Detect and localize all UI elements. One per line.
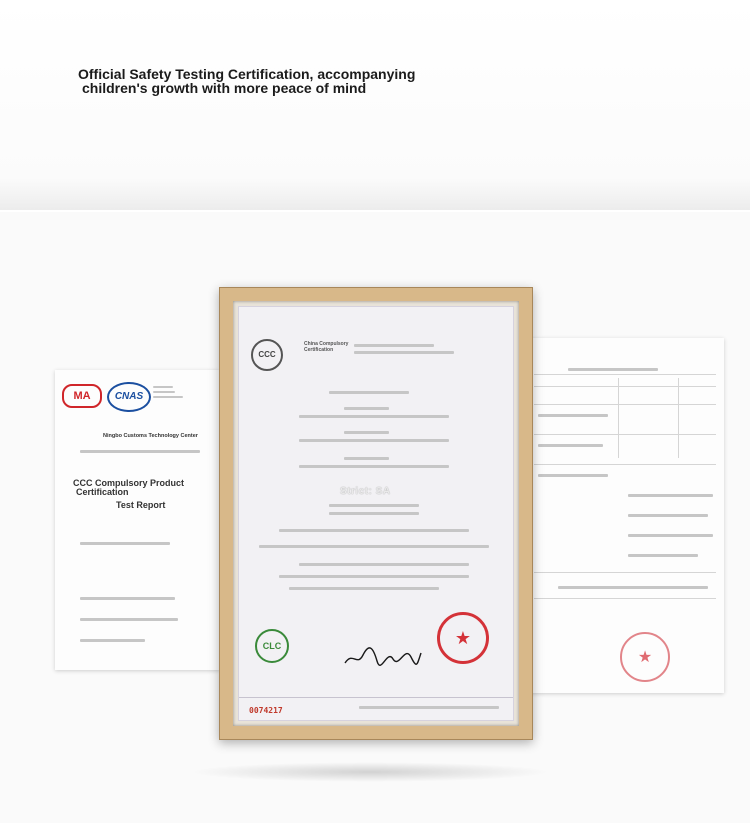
red-seal-icon bbox=[620, 632, 670, 682]
report-title-line-1: CCC Compulsory Product bbox=[73, 478, 185, 488]
report-title bbox=[73, 479, 220, 510]
report-text-line bbox=[80, 618, 178, 621]
report-title-line-3: Test Report bbox=[116, 500, 166, 510]
report-text-line bbox=[80, 542, 170, 545]
test-report-document bbox=[55, 370, 220, 670]
ma-logo: MA bbox=[62, 384, 102, 408]
certification-report-document bbox=[528, 338, 724, 693]
cnas-logo: CNAS bbox=[107, 382, 151, 412]
report-text-line bbox=[80, 639, 145, 642]
certificate-header-line-1: China Compulsory bbox=[304, 341, 349, 347]
report-text-line bbox=[80, 597, 175, 600]
frame-shadow bbox=[190, 762, 550, 782]
wooden-frame bbox=[219, 287, 533, 740]
serial-number: 0074217 bbox=[249, 706, 283, 715]
ccc-logo: CCC bbox=[251, 339, 283, 371]
headline bbox=[78, 67, 415, 95]
clc-logo: CLC bbox=[255, 629, 289, 663]
issuer-name: Ningbo Customs Technology Center bbox=[103, 433, 198, 439]
ccc-certificate bbox=[238, 306, 514, 721]
header-band bbox=[0, 0, 750, 210]
star-icon: ★ bbox=[637, 649, 653, 666]
report-title-line-2: Certification bbox=[76, 487, 129, 497]
certificate-footer bbox=[239, 697, 513, 720]
headline-line-1: Official Safety Testing Certification, accompanying bbox=[78, 66, 416, 82]
certificate-header-line-2: Certification bbox=[304, 347, 334, 353]
red-seal-icon bbox=[437, 612, 489, 664]
star-icon: ★ bbox=[454, 628, 472, 648]
frame-mat bbox=[233, 301, 519, 726]
headline-line-2: children's growth with more peace of mind bbox=[82, 80, 367, 96]
signature bbox=[343, 641, 423, 671]
certificate-watermark: Strict: SA bbox=[340, 486, 391, 497]
